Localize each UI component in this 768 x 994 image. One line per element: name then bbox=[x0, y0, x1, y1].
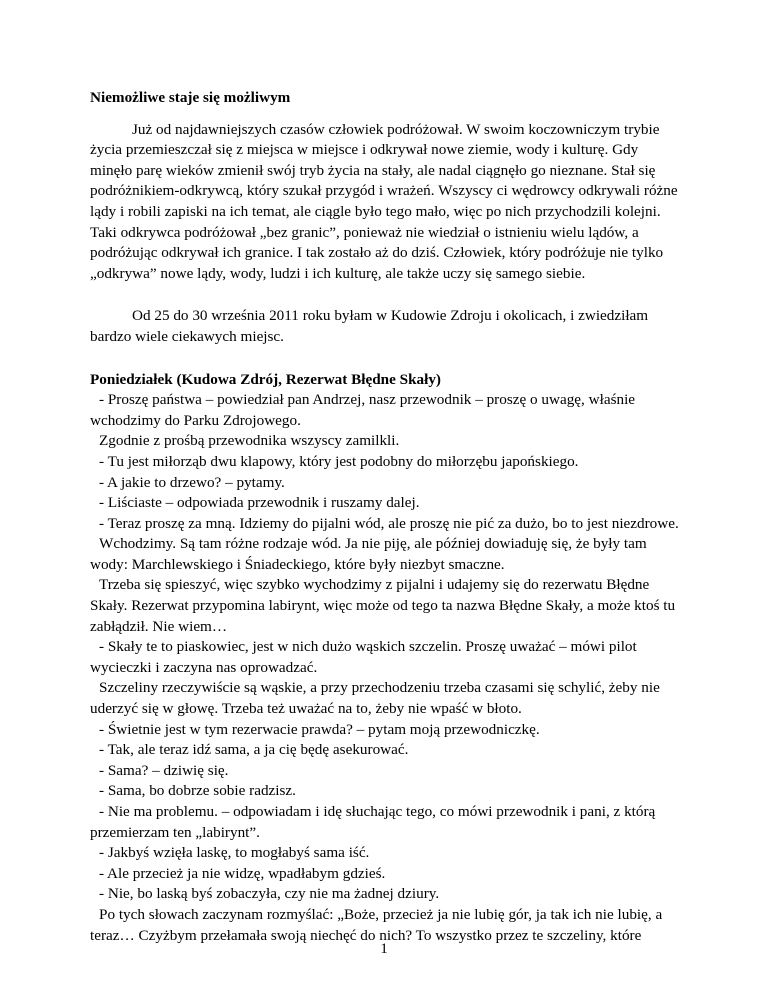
document-title: Niemożliwe staje się możliwym bbox=[90, 89, 291, 106]
dialog-line: - Jakbyś wzięła laskę, to mogłabyś sama iść. bbox=[99, 844, 370, 862]
dialog-line: - Nie ma problemu. – odpowiadam i idę słuchając tego, co mówi przewodnik i pani, z którą przemierzam ten „labirynt”. bbox=[90, 803, 656, 841]
dialog-line: - Świetnie jest w tym rezerwacie prawda? – pytam moją przewodniczkę. bbox=[99, 720, 540, 738]
dialog-line: Wchodzimy. Są tam różne rodzaje wód. Ja nie piję, ale później dowiaduję się, że były tam wody: Marchlewskiego i Śniadeckiego, które były niezbyt smaczne. bbox=[90, 535, 647, 573]
dialog-line: - A jakie to drzewo? – pytamy. bbox=[99, 473, 285, 491]
dialog-line: - Liściaste – odpowiada przewodnik i ruszamy dalej. bbox=[99, 494, 420, 512]
dialog-line: - Sama, bo dobrze sobie radzisz. bbox=[99, 782, 296, 800]
section-heading-monday: Poniedziałek (Kudowa Zdrój, Rezerwat Błędne Skały) bbox=[90, 370, 441, 388]
dialog-line: - Tak, ale teraz idź sama, a ja cię będę asekurować. bbox=[99, 741, 409, 759]
dialog-line: - Sama? – dziwię się. bbox=[99, 761, 229, 779]
dialog-line: - Skały te to piaskowiec, jest w nich dużo wąskich szczelin. Proszę uważać – mówi pilot wycieczki i zaczyna nas oprowadzać. bbox=[90, 638, 637, 676]
intro-paragraph: Już od najdawniejszych czasów człowiek podróżował. W swoim koczowniczym trybie życia przemieszczał się z miejsca w miejsce i odkrywał nowe ziemie, wody i kulturę. Gdy minęło parę wieków zmienił swój tryb życia na stały, ale nadal ciągnęło go nieznane. Stał się podróżnikiem-odkrywcą, który szukał przygód i wrażeń. Wszyscy ci wędrowcy odkrywali różne lądy i robili zapiski na ich temat, ale ciągle było tego mało, więc po nich przychodzili kolejni. Taki odkrywca podróżował „bez granic”, ponieważ nie wiedział o istnieniu wielu lądów, a podróżując odkrywał ich granice. I tak zostało aż do dziś. Człowiek, który podróżuje nie tylko „odkrywa” nowe lądy, wody, ludzi i ich kulturę, ale także uczy się samego siebie. bbox=[90, 120, 678, 282]
dialog-line: Zgodnie z prośbą przewodnika wszyscy zamilkli. bbox=[99, 432, 400, 450]
paragraph-spacer bbox=[90, 348, 682, 370]
dialog-line: Trzeba się spieszyć, więc szybko wychodzimy z pijalni i udajemy się do rezerwatu Błędne Skały. Rezerwat przypomina labirynt, więc może od tego ta nazwa Błędne Skały, a może ktoś tu zabłądził. Nie wiem… bbox=[90, 576, 676, 635]
dialog-line: - Proszę państwa – powiedział pan Andrzej, nasz przewodnik – proszę o uwagę, właśnie wchodzimy do Parku Zdrojowego. bbox=[90, 391, 636, 429]
dialog-line: - Teraz proszę za mną. Idziemy do pijalni wód, ale proszę nie pić za dużo, bo to jest niezdrowe. bbox=[99, 514, 679, 532]
document-body bbox=[90, 88, 682, 946]
trip-dates-paragraph: Od 25 do 30 września 2011 roku byłam w Kudowie Zdroju i okolicach, i zwiedziłam bardzo wiele ciekawych miejsc. bbox=[90, 307, 649, 345]
dialog-line: Szczeliny rzeczywiście są wąskie, a przy przechodzeniu trzeba czasami się schylić, żeby nie uderzyć się w głowę. Trzeba też uważać na to, żeby nie wpaść w błoto. bbox=[90, 679, 660, 718]
dialog-line: - Ale przecież ja nie widzę, wpadłabym gdzieś. bbox=[99, 864, 386, 882]
dialog-line: Po tych słowach zaczynam rozmyślać: „Boże, przecież ja nie lubię gór, ja tak ich nie lubię, a teraz… Czyżbym przełamała swoją niechęć do nich? To wszystko przez te szczeliny, które bbox=[90, 905, 663, 944]
page-number: 1 bbox=[380, 940, 388, 957]
paragraph-spacer bbox=[90, 284, 682, 306]
dialog-line: - Nie, bo laską byś zobaczyła, czy nie ma żadnej dziury. bbox=[99, 885, 440, 903]
dialog-line: - Tu jest miłorząb dwu klapowy, który jest podobny do miłorzębu japońskiego. bbox=[99, 452, 579, 470]
